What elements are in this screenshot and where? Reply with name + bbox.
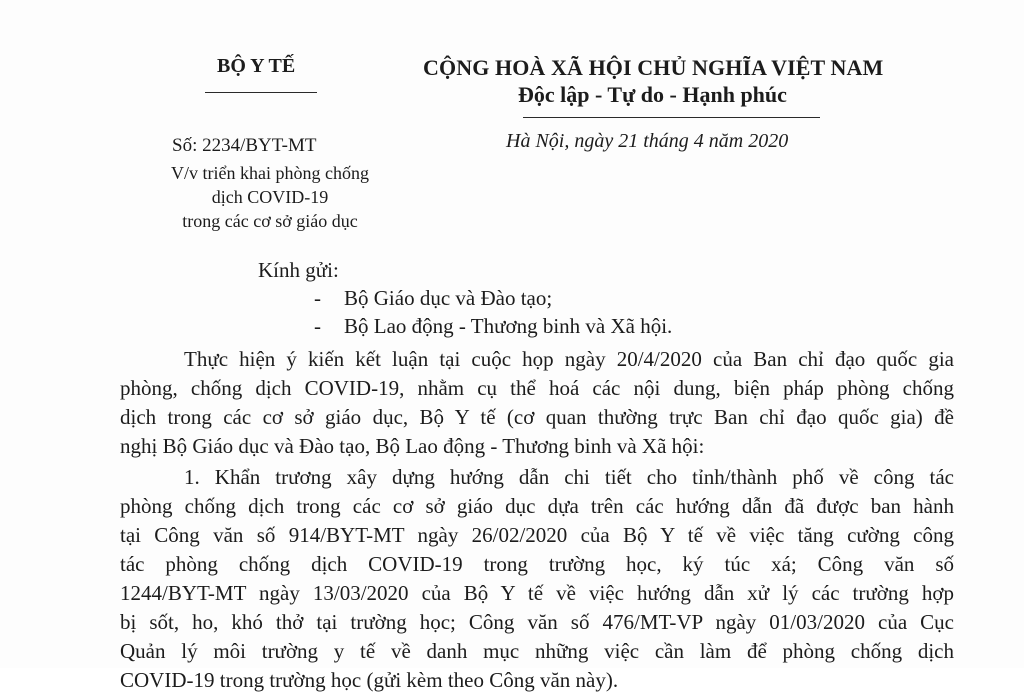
- document-number: Số: 2234/BYT-MT: [172, 135, 317, 156]
- recipient-dash: -: [314, 286, 321, 310]
- motto-underline: [523, 117, 820, 118]
- national-title: CỘNG HOÀ XÃ HỘI CHỦ NGHĨA VIỆT NAM: [423, 55, 884, 80]
- greeting: Kính gửi:: [258, 258, 339, 282]
- document-subject: [120, 161, 420, 233]
- recipient-item: [314, 286, 552, 311]
- body-paragraph-1: [120, 345, 954, 461]
- body-paragraph-2: [120, 463, 954, 695]
- subject-line: V/v triển khai phòng chống: [171, 163, 369, 183]
- paragraph-line: dịch trong các cơ sở giáo dục, Bộ Y tế (cơ quan thường trực Ban chỉ đạo quốc gia) đề: [120, 405, 954, 429]
- subject-line: dịch COVID-19: [211, 187, 329, 207]
- recipient-dash: -: [314, 314, 321, 338]
- paragraph-line: bị sốt, ho, khó thở tại trường học; Công văn số 476/MT-VP ngày 01/03/2020 của Cục: [120, 610, 954, 634]
- subject-line: trong các cơ sở giáo dục: [182, 211, 358, 231]
- paragraph-line: 1244/BYT-MT ngày 13/03/2020 của Bộ Y tế về việc hướng dẫn xử lý các trường hợp: [120, 581, 954, 605]
- paragraph-line: tại Công văn số 914/BYT-MT ngày 26/02/2020 của Bộ Y tế về việc tăng cường công: [120, 523, 954, 547]
- recipient-name: Bộ Giáo dục và Đào tạo;: [344, 286, 553, 310]
- paragraph-line: nghị Bộ Giáo dục và Đào tạo, Bộ Lao động - Thương binh và Xã hội:: [120, 434, 705, 458]
- organization-underline: [205, 92, 317, 93]
- date-line: Hà Nội, ngày 21 tháng 4 năm 2020: [506, 130, 789, 152]
- recipient-name: Bộ Lao động - Thương binh và Xã hội.: [344, 314, 673, 338]
- issuing-organization: BỘ Y TẾ: [217, 55, 296, 77]
- national-motto: Độc lập - Tự do - Hạnh phúc: [518, 82, 787, 107]
- recipient-item: [314, 314, 672, 339]
- paragraph-line: tác phòng chống dịch COVID-19 trong trường học, ký túc xá; Công văn số: [120, 552, 954, 576]
- paragraph-line: Quản lý môi trường y tế về danh mục những việc cần làm để phòng chống dịch: [120, 639, 954, 663]
- paragraph-line: 1. Khẩn trương xây dựng hướng dẫn chi tiết cho tỉnh/thành phố về công tác: [184, 465, 954, 489]
- paragraph-line: phòng chống dịch trong các cơ sở giáo dục dựa trên các hướng dẫn đã được ban hành: [120, 494, 954, 518]
- paragraph-line: phòng, chống dịch COVID-19, nhằm cụ thể hoá các nội dung, biện pháp phòng chống: [120, 376, 954, 400]
- paragraph-line: COVID-19 trong trường học (gửi kèm theo Công văn này).: [120, 668, 619, 692]
- paragraph-line: Thực hiện ý kiến kết luận tại cuộc họp ngày 20/4/2020 của Ban chỉ đạo quốc gia: [184, 347, 954, 371]
